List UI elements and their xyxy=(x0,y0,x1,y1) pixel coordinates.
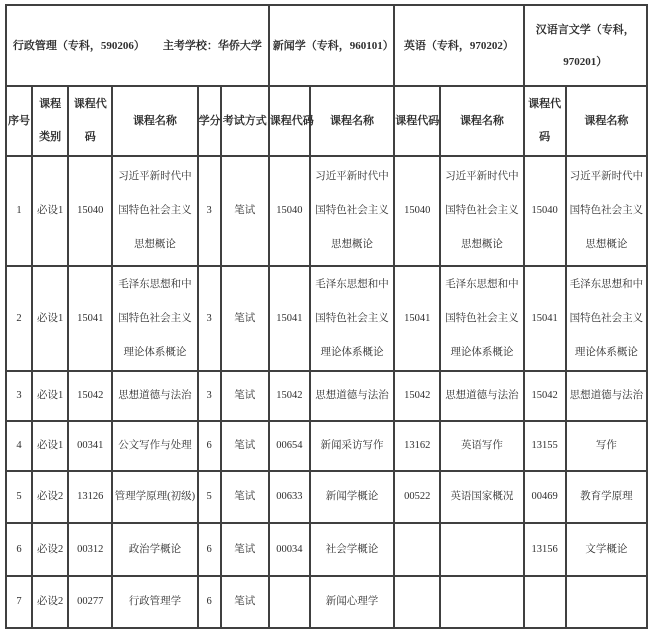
credits-cell: 5 xyxy=(198,471,221,523)
name-cell: 思想道德与法治 xyxy=(566,371,647,421)
code-cell: 00522 xyxy=(394,471,440,523)
name-cell: 社会学概论 xyxy=(310,523,394,576)
program-header-admin xyxy=(6,5,269,86)
seq-cell: 1 xyxy=(6,156,32,266)
exam-mode-cell: 笔试 xyxy=(221,523,269,576)
seq-cell: 5 xyxy=(6,471,32,523)
table-row xyxy=(6,471,647,523)
code-cell: 00341 xyxy=(68,421,112,471)
code-cell: 00469 xyxy=(524,471,566,523)
exam-school-label: 主考学校：华侨大学 xyxy=(162,39,262,52)
name-cell: 习近平新时代中国特色社会主义思想概论 xyxy=(112,156,197,266)
column-header-code: 课程代码 xyxy=(269,86,310,156)
name-cell: 行政管理学 xyxy=(112,576,197,628)
program-header-english: 英语（专科，970202） xyxy=(394,5,523,86)
code-cell: 13155 xyxy=(524,421,566,471)
code-cell: 15042 xyxy=(524,371,566,421)
category-cell: 必设2 xyxy=(32,471,68,523)
code-cell: 15040 xyxy=(394,156,440,266)
column-header-code: 课程代码 xyxy=(394,86,440,156)
column-header-name: 课程名称 xyxy=(112,86,197,156)
name-cell: 英语国家概况 xyxy=(440,471,523,523)
exam-mode-cell: 笔试 xyxy=(221,421,269,471)
column-header-exam-mode: 考试方式 xyxy=(221,86,269,156)
code-cell: 00277 xyxy=(68,576,112,628)
category-cell: 必设1 xyxy=(32,421,68,471)
code-cell xyxy=(394,523,440,576)
code-cell: 13156 xyxy=(524,523,566,576)
category-cell: 必设1 xyxy=(32,156,68,266)
code-cell: 15042 xyxy=(68,371,112,421)
seq-cell: 3 xyxy=(6,371,32,421)
seq-cell: 7 xyxy=(6,576,32,628)
code-cell: 13126 xyxy=(68,471,112,523)
credits-cell: 6 xyxy=(198,576,221,628)
column-header-code: 课程代码 xyxy=(524,86,566,156)
name-cell: 思想道德与法治 xyxy=(112,371,197,421)
column-header-name: 课程名称 xyxy=(566,86,647,156)
credits-cell: 6 xyxy=(198,421,221,471)
code-cell: 15040 xyxy=(524,156,566,266)
category-cell: 必设1 xyxy=(32,266,68,371)
credits-cell: 3 xyxy=(198,156,221,266)
table-row xyxy=(6,576,647,628)
code-cell: 00633 xyxy=(269,471,310,523)
name-cell: 管理学原理(初级) xyxy=(112,471,197,523)
column-header-seq: 序号 xyxy=(6,86,32,156)
code-cell: 15040 xyxy=(68,156,112,266)
program-title: 行政管理（专科，590206） xyxy=(12,39,145,52)
name-cell: 毛泽东思想和中国特色社会主义理论体系概论 xyxy=(566,266,647,371)
program-header-row xyxy=(6,5,647,86)
seq-cell: 2 xyxy=(6,266,32,371)
category-cell: 必设2 xyxy=(32,523,68,576)
column-header-name: 课程名称 xyxy=(440,86,523,156)
course-schedule-table xyxy=(5,4,648,629)
table-row xyxy=(6,421,647,471)
name-cell xyxy=(440,523,523,576)
code-cell: 15041 xyxy=(68,266,112,371)
program-header-chinese: 汉语言文学（专科，970201） xyxy=(524,5,647,86)
table-row xyxy=(6,371,647,421)
category-cell: 必设1 xyxy=(32,371,68,421)
code-cell: 00654 xyxy=(269,421,310,471)
name-cell: 英语写作 xyxy=(440,421,523,471)
table-row xyxy=(6,156,647,266)
code-cell: 00312 xyxy=(68,523,112,576)
name-cell: 思想道德与法治 xyxy=(310,371,394,421)
name-cell xyxy=(440,576,523,628)
code-cell: 15040 xyxy=(269,156,310,266)
exam-mode-cell: 笔试 xyxy=(221,156,269,266)
credits-cell: 3 xyxy=(198,371,221,421)
column-header-category: 课程类别 xyxy=(32,86,68,156)
name-cell: 写作 xyxy=(566,421,647,471)
seq-cell: 6 xyxy=(6,523,32,576)
exam-mode-cell: 笔试 xyxy=(221,471,269,523)
name-cell: 文学概论 xyxy=(566,523,647,576)
name-cell xyxy=(566,576,647,628)
credits-cell: 3 xyxy=(198,266,221,371)
credits-cell: 6 xyxy=(198,523,221,576)
code-cell xyxy=(394,576,440,628)
exam-mode-cell: 笔试 xyxy=(221,266,269,371)
name-cell: 习近平新时代中国特色社会主义思想概论 xyxy=(566,156,647,266)
exam-mode-cell: 笔试 xyxy=(221,576,269,628)
code-cell: 13162 xyxy=(394,421,440,471)
name-cell: 习近平新时代中国特色社会主义思想概论 xyxy=(440,156,523,266)
name-cell: 毛泽东思想和中国特色社会主义理论体系概论 xyxy=(112,266,197,371)
code-cell xyxy=(524,576,566,628)
name-cell: 新闻心理学 xyxy=(310,576,394,628)
code-cell: 00034 xyxy=(269,523,310,576)
name-cell: 公文写作与处理 xyxy=(112,421,197,471)
name-cell: 习近平新时代中国特色社会主义思想概论 xyxy=(310,156,394,266)
name-cell: 教育学原理 xyxy=(566,471,647,523)
code-cell xyxy=(269,576,310,628)
name-cell: 毛泽东思想和中国特色社会主义理论体系概论 xyxy=(440,266,523,371)
name-cell: 政治学概论 xyxy=(112,523,197,576)
name-cell: 思想道德与法治 xyxy=(440,371,523,421)
column-header-code: 课程代码 xyxy=(68,86,112,156)
table-row xyxy=(6,523,647,576)
program-header-journalism: 新闻学（专科，960101） xyxy=(269,5,394,86)
table-row xyxy=(6,266,647,371)
name-cell: 毛泽东思想和中国特色社会主义理论体系概论 xyxy=(310,266,394,371)
code-cell: 15042 xyxy=(394,371,440,421)
category-cell: 必设2 xyxy=(32,576,68,628)
code-cell: 15041 xyxy=(524,266,566,371)
name-cell: 新闻采访写作 xyxy=(310,421,394,471)
code-cell: 15041 xyxy=(394,266,440,371)
code-cell: 15042 xyxy=(269,371,310,421)
code-cell: 15041 xyxy=(269,266,310,371)
name-cell: 新闻学概论 xyxy=(310,471,394,523)
seq-cell: 4 xyxy=(6,421,32,471)
column-header-name: 课程名称 xyxy=(310,86,394,156)
column-header-row xyxy=(6,86,647,156)
exam-mode-cell: 笔试 xyxy=(221,371,269,421)
column-header-credits: 学分 xyxy=(198,86,221,156)
